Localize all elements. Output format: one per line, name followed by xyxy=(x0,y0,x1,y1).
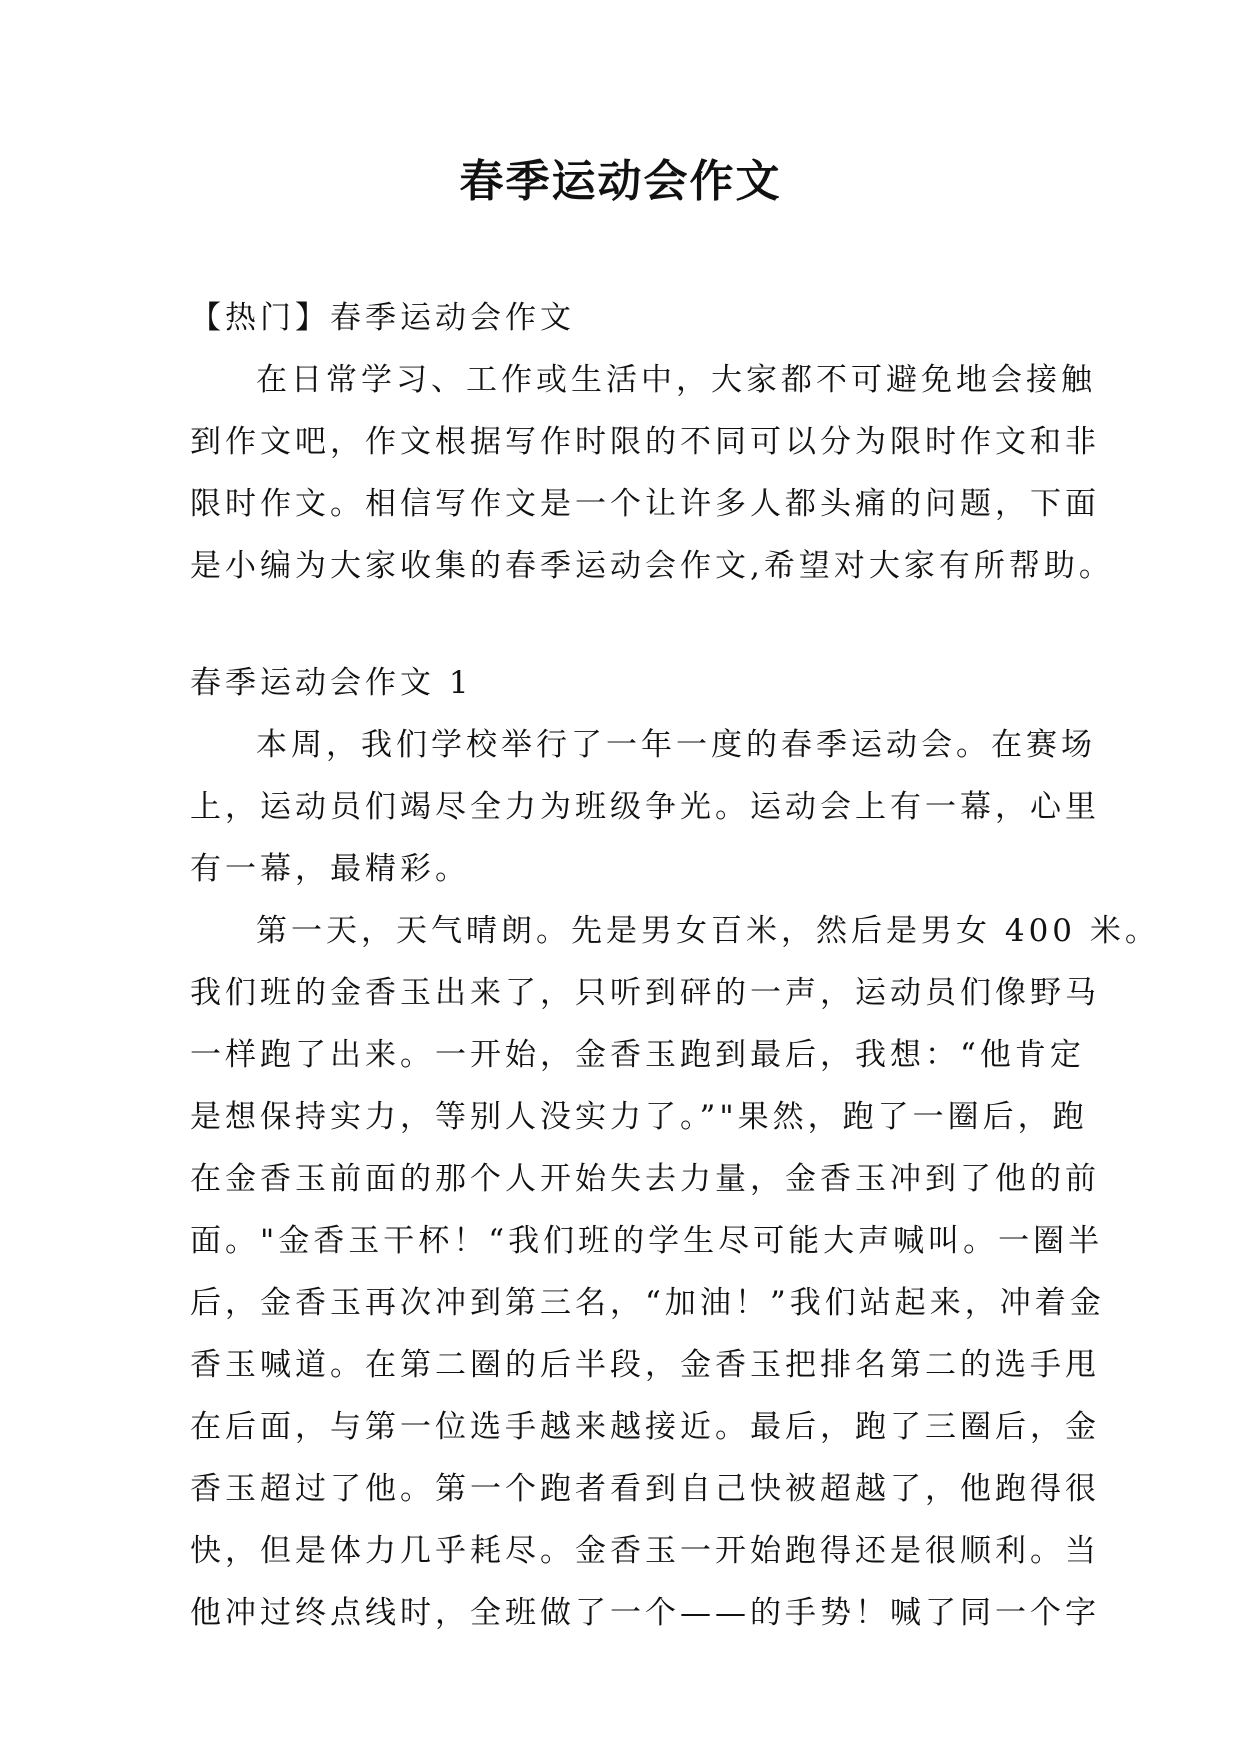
paragraph-1-line: 本周，我们学校举行了一年一度的春季运动会。在赛场 xyxy=(256,727,1096,763)
intro-paragraph-line: 限时作文。相信写作文是一个让许多人都头痛的问题，下面 xyxy=(190,486,1100,522)
intro-paragraph-line: 是小编为大家收集的春季运动会作文,希望对大家有所帮助。 xyxy=(190,548,1114,584)
paragraph-2-line: 我们班的金香玉出来了，只听到砰的一声，运动员们像野马 xyxy=(190,975,1100,1011)
paragraph-2-line: 香玉喊道。在第二圈的后半段，金香玉把排名第二的选手甩 xyxy=(190,1347,1100,1383)
section-spacer xyxy=(190,597,1060,652)
paragraph-2-line: 在金香玉前面的那个人开始失去力量，金香玉冲到了他的前 xyxy=(190,1161,1100,1197)
paragraph-2-line: 是想保持实力，等别人没实力了。”"果然，跑了一圈后，跑 xyxy=(190,1099,1088,1135)
paragraph-2-line: 第一天，天气晴朗。先是男女百米，然后是男女 400 米。 xyxy=(256,913,1160,949)
paragraph-2-line: 在后面，与第一位选手越来越接近。最后，跑了三圈后，金 xyxy=(190,1409,1100,1445)
intro-paragraph-line: 到作文吧，作文根据写作时限的不同可以分为限时作文和非 xyxy=(190,424,1100,460)
document-title: 春季运动会作文 xyxy=(459,156,782,207)
paragraph-2-line: 一样跑了出来。一开始，金香玉跑到最后，我想：“他肯定 xyxy=(190,1037,1085,1073)
section-heading: 春季运动会作文 1 xyxy=(190,665,473,701)
document-body xyxy=(190,287,1160,1644)
paragraph-1-line: 有一幕，最精彩。 xyxy=(190,851,470,887)
paragraph-2-line: 快，但是体力几乎耗尽。金香玉一开始跑得还是很顺利。当 xyxy=(190,1533,1100,1569)
paragraph-2-line: 香玉超过了他。第一个跑者看到自己快被超越了，他跑得很 xyxy=(190,1471,1100,1507)
intro-heading: 【热门】春季运动会作文 xyxy=(190,300,575,336)
paragraph-1-line: 上，运动员们竭尽全力为班级争光。运动会上有一幕，心里 xyxy=(190,789,1100,825)
intro-paragraph-line: 在日常学习、工作或生活中，大家都不可避免地会接触 xyxy=(256,362,1096,398)
paragraph-2-line: 后，金香玉再次冲到第三名，“加油！”我们站起来，冲着金 xyxy=(190,1285,1105,1321)
paragraph-2-line: 面。"金香玉干杯！“我们班的学生尽可能大声喊叫。一圈半 xyxy=(190,1223,1104,1259)
paragraph-2-line: 他冲过终点线时，全班做了一个——的手势！喊了同一个字 xyxy=(190,1595,1100,1631)
